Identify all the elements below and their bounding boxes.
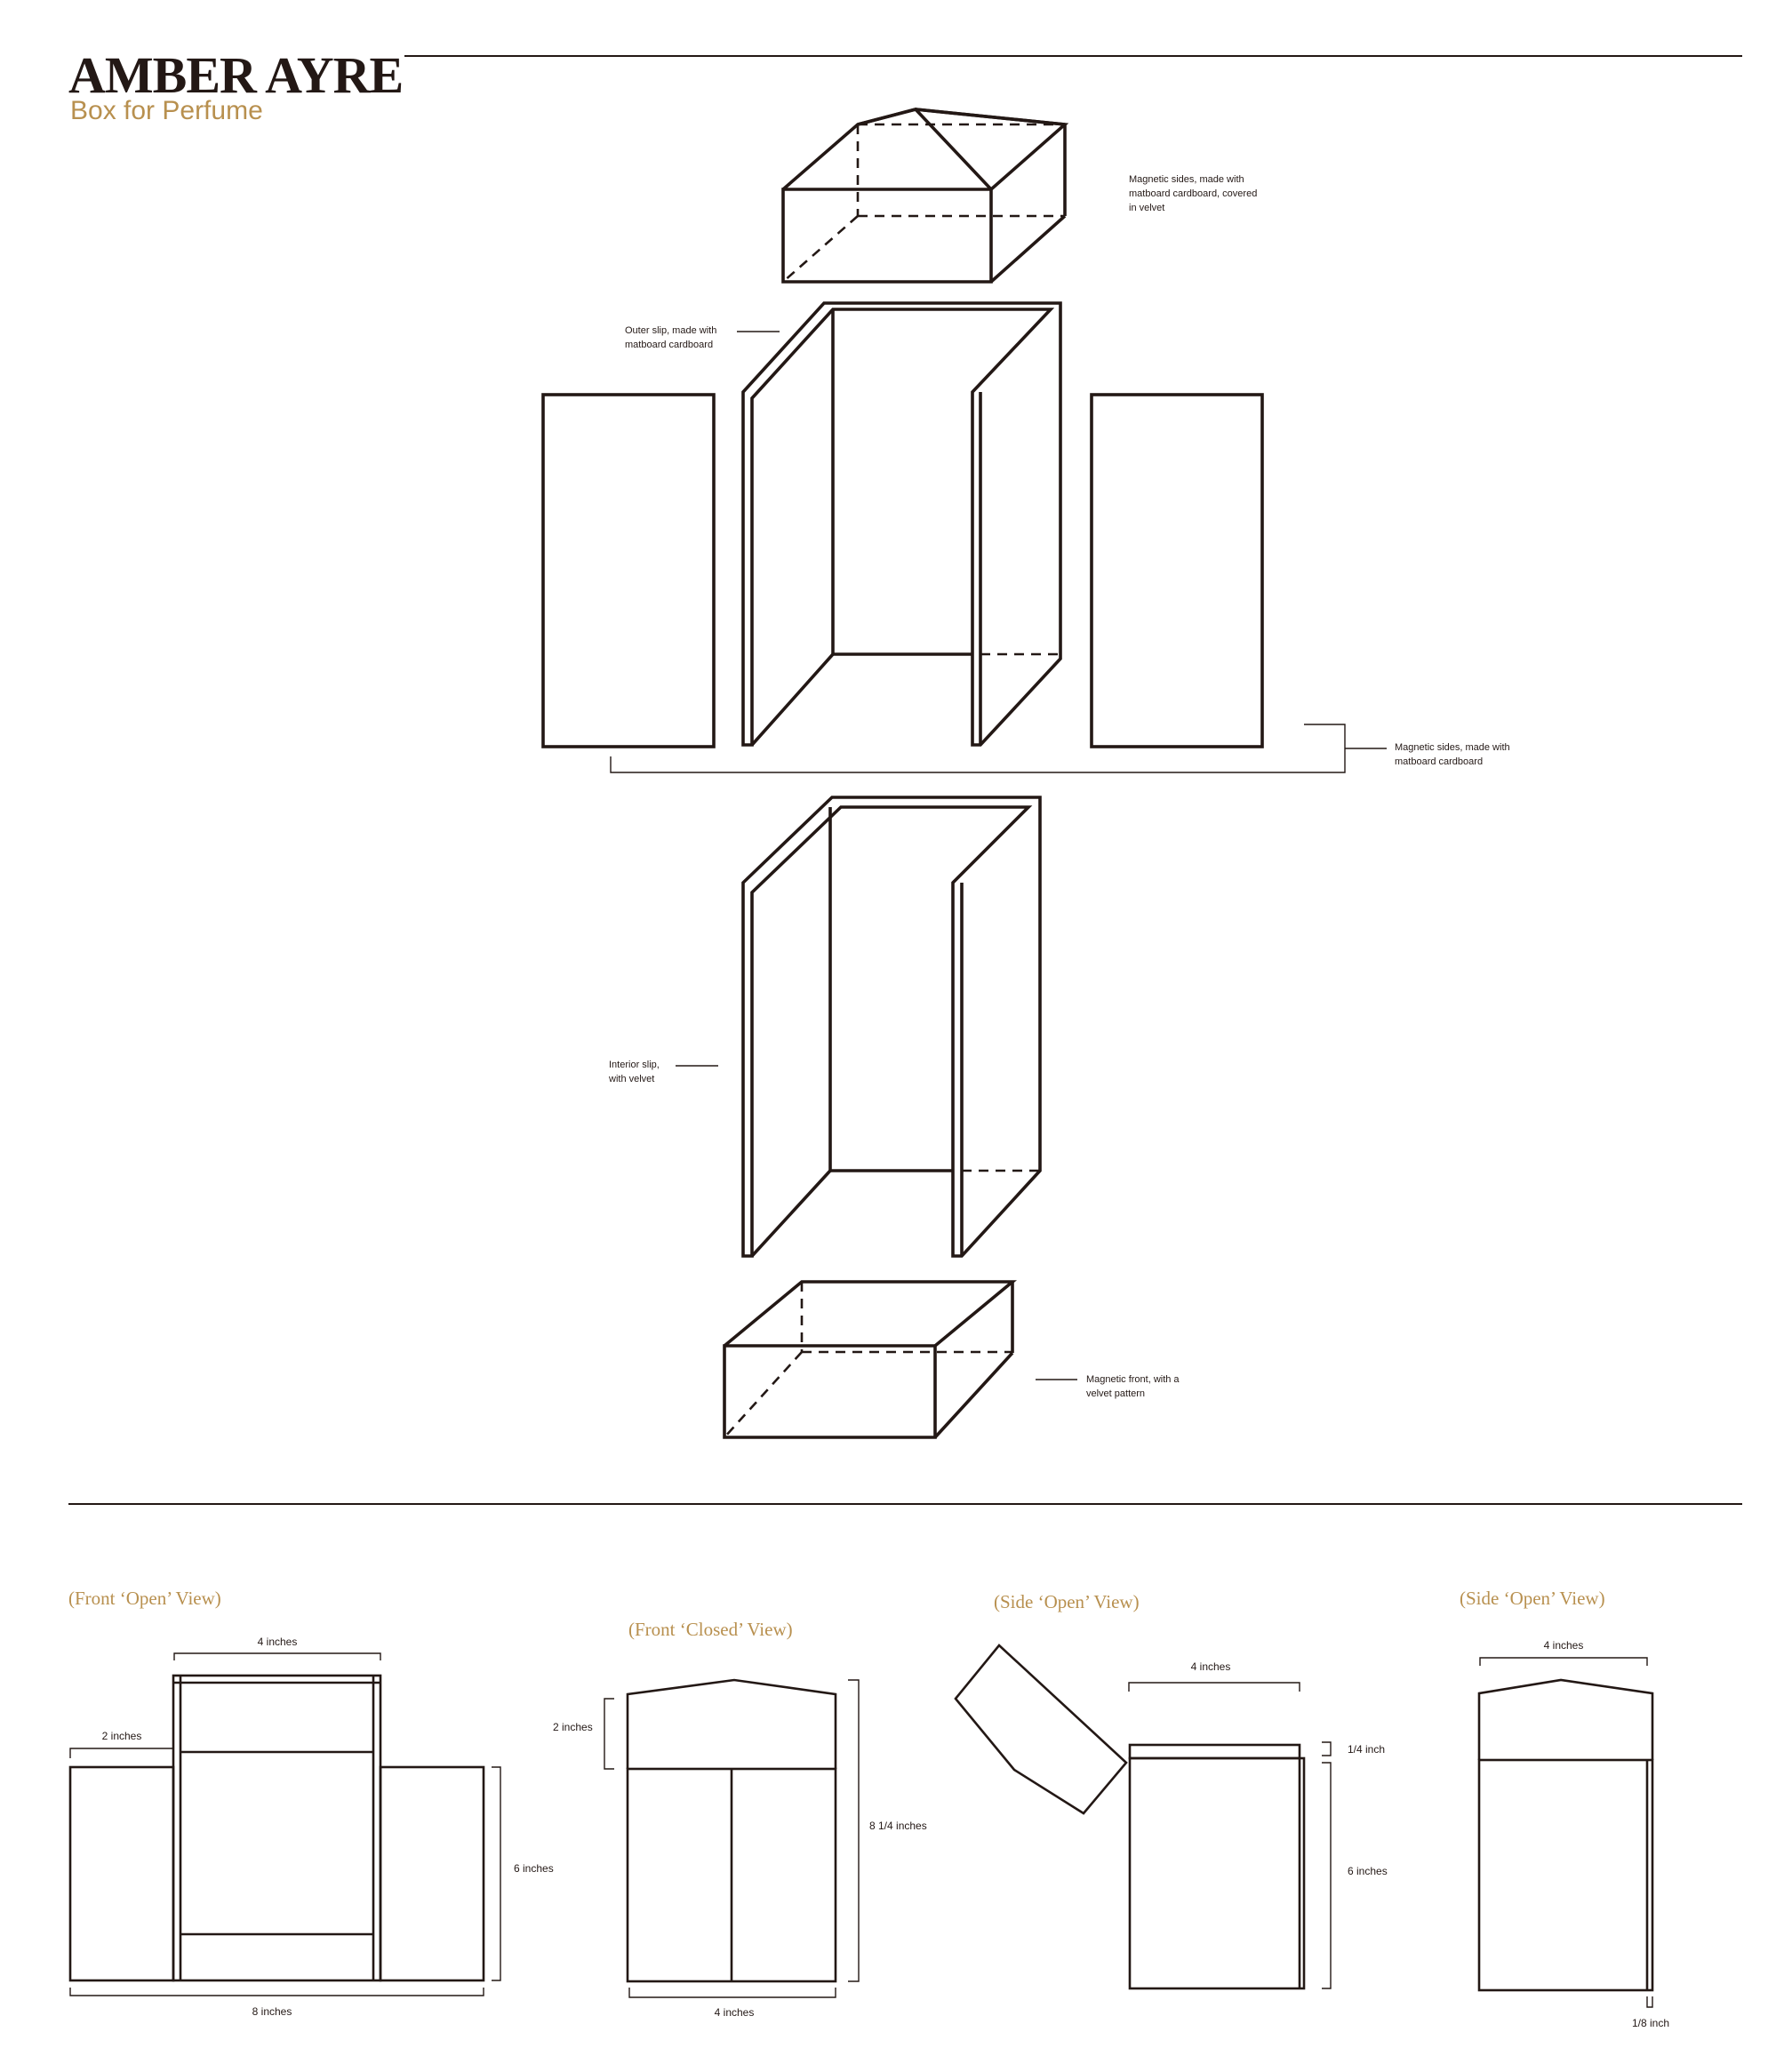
svg-text:2 inches: 2 inches	[553, 1721, 593, 1733]
side-open-view-2	[1460, 1588, 1669, 2029]
side-open-view-1	[956, 1591, 1388, 1988]
svg-text:matboard cardboard: matboard cardboard	[1395, 756, 1484, 767]
front-open-title: (Front ‘Open’ View)	[68, 1588, 221, 1609]
side-open-title-1: (Side ‘Open’ View)	[994, 1591, 1140, 1612]
svg-text:4 inches: 4 inches	[1543, 1639, 1584, 1652]
svg-text:matboard cardboard, covered: matboard cardboard, covered	[1129, 188, 1258, 199]
svg-text:8 1/4 inches: 8 1/4 inches	[869, 1820, 927, 1832]
lid-drawing	[783, 109, 1065, 282]
svg-text:6 inches: 6 inches	[1348, 1865, 1388, 1877]
left-side-panel	[543, 395, 714, 747]
svg-text:4 inches: 4 inches	[714, 2006, 755, 2019]
svg-text:2 inches: 2 inches	[101, 1730, 142, 1742]
outer-slip-annotation	[625, 325, 780, 350]
svg-text:1/8 inch: 1/8 inch	[1632, 2017, 1670, 2029]
front-base-drawing	[724, 1282, 1012, 1437]
svg-text:8 inches: 8 inches	[252, 2005, 292, 2018]
svg-text:in velvet: in velvet	[1129, 203, 1165, 213]
svg-text:Magnetic sides, made with: Magnetic sides, made with	[1129, 174, 1244, 185]
interior-slip-annotation	[608, 1060, 718, 1084]
svg-text:6 inches: 6 inches	[514, 1862, 554, 1875]
svg-text:velvet pattern: velvet pattern	[1086, 1388, 1146, 1399]
outer-slip-drawing	[743, 303, 1060, 745]
svg-text:Interior slip,: Interior slip,	[609, 1060, 660, 1070]
front-open-view	[68, 1588, 554, 2018]
sides-annotation	[1345, 742, 1510, 767]
front-closed-title: (Front ‘Closed’ View)	[628, 1619, 793, 1640]
brand-title: AMBER AYRE	[68, 46, 404, 104]
svg-text:matboard cardboard: matboard cardboard	[625, 340, 714, 350]
svg-text:4 inches: 4 inches	[257, 1636, 298, 1648]
interior-slip-drawing	[743, 797, 1040, 1256]
front-closed-view	[553, 1619, 927, 2019]
svg-text:Magnetic sides, made with: Magnetic sides, made with	[1395, 742, 1510, 753]
front-annotation	[1036, 1374, 1180, 1399]
svg-text:Outer slip, made with: Outer slip, made with	[625, 325, 717, 336]
right-side-panel	[1092, 395, 1262, 747]
lid-annotation	[1129, 174, 1257, 213]
svg-text:with velvet: with velvet	[609, 1074, 655, 1084]
page-subtitle: Box for Perfume	[70, 96, 263, 125]
svg-text:1/4 inch: 1/4 inch	[1348, 1743, 1386, 1756]
side-open-title-2: (Side ‘Open’ View)	[1460, 1588, 1605, 1609]
svg-text:4 inches: 4 inches	[1190, 1660, 1231, 1673]
svg-text:Magnetic front, with a: Magnetic front, with a	[1086, 1374, 1180, 1385]
sides-bracket	[611, 724, 1345, 772]
